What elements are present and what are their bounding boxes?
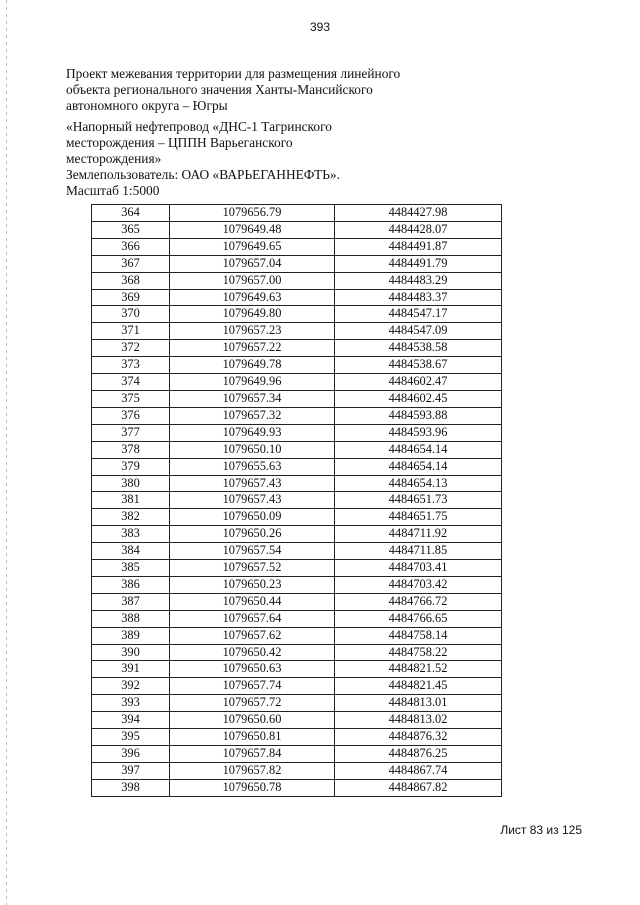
y-coordinate-cell: 4484766.72 xyxy=(335,593,502,610)
table-row xyxy=(92,712,502,729)
point-number-cell: 367 xyxy=(92,255,170,272)
y-coordinate-cell: 4484654.14 xyxy=(335,441,502,458)
point-number-cell: 375 xyxy=(92,390,170,407)
y-coordinate-cell: 4484813.01 xyxy=(335,695,502,712)
y-coordinate-cell: 4484538.67 xyxy=(335,357,502,374)
header-line: месторождения – ЦППН Варьеганского xyxy=(66,134,293,150)
table-row xyxy=(92,644,502,661)
point-number-cell: 370 xyxy=(92,306,170,323)
header-line: объекта регионального значения Ханты-Мансийского xyxy=(66,82,373,98)
table-row xyxy=(92,576,502,593)
point-number-cell: 380 xyxy=(92,475,170,492)
coordinates-table xyxy=(91,204,502,797)
point-number-cell: 394 xyxy=(92,712,170,729)
x-coordinate-cell: 1079657.00 xyxy=(170,272,335,289)
table-row xyxy=(92,357,502,374)
y-coordinate-cell: 4484766.65 xyxy=(335,610,502,627)
table-row xyxy=(92,441,502,458)
y-coordinate-cell: 4484651.75 xyxy=(335,509,502,526)
point-number-cell: 392 xyxy=(92,678,170,695)
point-number-cell: 382 xyxy=(92,509,170,526)
point-number-cell: 366 xyxy=(92,238,170,255)
point-number-cell: 391 xyxy=(92,661,170,678)
x-coordinate-cell: 1079650.81 xyxy=(170,729,335,746)
x-coordinate-cell: 1079657.82 xyxy=(170,762,335,779)
sheet-label: Лист 83 из 125 xyxy=(500,823,582,837)
x-coordinate-cell: 1079657.62 xyxy=(170,627,335,644)
y-coordinate-cell: 4484876.25 xyxy=(335,746,502,763)
x-coordinate-cell: 1079649.80 xyxy=(170,306,335,323)
table-row xyxy=(92,390,502,407)
y-coordinate-cell: 4484547.17 xyxy=(335,306,502,323)
point-number-cell: 381 xyxy=(92,492,170,509)
table-row xyxy=(92,340,502,357)
x-coordinate-cell: 1079657.22 xyxy=(170,340,335,357)
point-number-cell: 372 xyxy=(92,340,170,357)
x-coordinate-cell: 1079657.23 xyxy=(170,323,335,340)
point-number-cell: 386 xyxy=(92,576,170,593)
point-number-cell: 368 xyxy=(92,272,170,289)
x-coordinate-cell: 1079649.48 xyxy=(170,221,335,238)
coordinates-table-body xyxy=(92,205,502,797)
y-coordinate-cell: 4484651.73 xyxy=(335,492,502,509)
table-row xyxy=(92,593,502,610)
x-coordinate-cell: 1079649.65 xyxy=(170,238,335,255)
table-row xyxy=(92,695,502,712)
header-line: Масштаб 1:5000 xyxy=(66,183,160,199)
x-coordinate-cell: 1079649.96 xyxy=(170,374,335,391)
table-row xyxy=(92,272,502,289)
header-line: Землепользователь: ОАО «ВАРЬЕГАННЕФТЬ». xyxy=(66,167,340,183)
point-number-cell: 385 xyxy=(92,560,170,577)
point-number-cell: 396 xyxy=(92,746,170,763)
table-row xyxy=(92,255,502,272)
point-number-cell: 364 xyxy=(92,205,170,222)
table-row xyxy=(92,323,502,340)
y-coordinate-cell: 4484428.07 xyxy=(335,221,502,238)
table-row xyxy=(92,238,502,255)
x-coordinate-cell: 1079650.63 xyxy=(170,661,335,678)
table-row xyxy=(92,729,502,746)
table-row xyxy=(92,779,502,796)
table-row xyxy=(92,374,502,391)
y-coordinate-cell: 4484593.88 xyxy=(335,407,502,424)
point-number-cell: 389 xyxy=(92,627,170,644)
x-coordinate-cell: 1079650.78 xyxy=(170,779,335,796)
x-coordinate-cell: 1079657.72 xyxy=(170,695,335,712)
y-coordinate-cell: 4484821.52 xyxy=(335,661,502,678)
y-coordinate-cell: 4484654.14 xyxy=(335,458,502,475)
y-coordinate-cell: 4484654.13 xyxy=(335,475,502,492)
point-number-cell: 398 xyxy=(92,779,170,796)
x-coordinate-cell: 1079656.79 xyxy=(170,205,335,222)
table-row xyxy=(92,407,502,424)
table-row xyxy=(92,289,502,306)
x-coordinate-cell: 1079657.74 xyxy=(170,678,335,695)
point-number-cell: 376 xyxy=(92,407,170,424)
table-row xyxy=(92,458,502,475)
scan-edge-line xyxy=(6,0,7,905)
table-row xyxy=(92,509,502,526)
y-coordinate-cell: 4484491.79 xyxy=(335,255,502,272)
x-coordinate-cell: 1079650.26 xyxy=(170,526,335,543)
point-number-cell: 390 xyxy=(92,644,170,661)
point-number-cell: 378 xyxy=(92,441,170,458)
point-number-cell: 365 xyxy=(92,221,170,238)
point-number-cell: 369 xyxy=(92,289,170,306)
point-number-cell: 379 xyxy=(92,458,170,475)
table-row xyxy=(92,424,502,441)
x-coordinate-cell: 1079657.43 xyxy=(170,475,335,492)
y-coordinate-cell: 4484703.42 xyxy=(335,576,502,593)
y-coordinate-cell: 4484867.82 xyxy=(335,779,502,796)
point-number-cell: 384 xyxy=(92,543,170,560)
x-coordinate-cell: 1079650.42 xyxy=(170,644,335,661)
table-row xyxy=(92,543,502,560)
table-row xyxy=(92,560,502,577)
x-coordinate-cell: 1079650.60 xyxy=(170,712,335,729)
x-coordinate-cell: 1079649.93 xyxy=(170,424,335,441)
table-row xyxy=(92,627,502,644)
y-coordinate-cell: 4484703.41 xyxy=(335,560,502,577)
point-number-cell: 387 xyxy=(92,593,170,610)
table-row xyxy=(92,661,502,678)
y-coordinate-cell: 4484483.29 xyxy=(335,272,502,289)
point-number-cell: 374 xyxy=(92,374,170,391)
y-coordinate-cell: 4484547.09 xyxy=(335,323,502,340)
y-coordinate-cell: 4484538.58 xyxy=(335,340,502,357)
y-coordinate-cell: 4484758.22 xyxy=(335,644,502,661)
point-number-cell: 373 xyxy=(92,357,170,374)
header-line: месторождения» xyxy=(66,151,162,167)
table-row xyxy=(92,746,502,763)
x-coordinate-cell: 1079649.63 xyxy=(170,289,335,306)
table-row xyxy=(92,762,502,779)
header-line: «Напорный нефтепровод «ДНС-1 Тагринского xyxy=(66,118,332,134)
table-row xyxy=(92,678,502,695)
point-number-cell: 393 xyxy=(92,695,170,712)
y-coordinate-cell: 4484821.45 xyxy=(335,678,502,695)
y-coordinate-cell: 4484602.47 xyxy=(335,374,502,391)
point-number-cell: 397 xyxy=(92,762,170,779)
x-coordinate-cell: 1079657.04 xyxy=(170,255,335,272)
y-coordinate-cell: 4484711.92 xyxy=(335,526,502,543)
y-coordinate-cell: 4484758.14 xyxy=(335,627,502,644)
x-coordinate-cell: 1079657.64 xyxy=(170,610,335,627)
x-coordinate-cell: 1079650.10 xyxy=(170,441,335,458)
table-row xyxy=(92,221,502,238)
y-coordinate-cell: 4484867.74 xyxy=(335,762,502,779)
point-number-cell: 377 xyxy=(92,424,170,441)
y-coordinate-cell: 4484876.32 xyxy=(335,729,502,746)
x-coordinate-cell: 1079657.34 xyxy=(170,390,335,407)
document-header xyxy=(66,66,426,200)
y-coordinate-cell: 4484711.85 xyxy=(335,543,502,560)
page-number: 393 xyxy=(309,20,331,34)
x-coordinate-cell: 1079657.52 xyxy=(170,560,335,577)
y-coordinate-cell: 4484593.96 xyxy=(335,424,502,441)
header-line: Проект межевания территории для размещения линейного xyxy=(66,66,401,81)
point-number-cell: 371 xyxy=(92,323,170,340)
x-coordinate-cell: 1079657.84 xyxy=(170,746,335,763)
x-coordinate-cell: 1079657.32 xyxy=(170,407,335,424)
point-number-cell: 395 xyxy=(92,729,170,746)
header-line: автономного округа – Югры xyxy=(66,98,228,114)
table-row xyxy=(92,610,502,627)
y-coordinate-cell: 4484491.87 xyxy=(335,238,502,255)
x-coordinate-cell: 1079650.09 xyxy=(170,509,335,526)
point-number-cell: 383 xyxy=(92,526,170,543)
y-coordinate-cell: 4484427.98 xyxy=(335,205,502,222)
x-coordinate-cell: 1079649.78 xyxy=(170,357,335,374)
x-coordinate-cell: 1079657.43 xyxy=(170,492,335,509)
x-coordinate-cell: 1079655.63 xyxy=(170,458,335,475)
point-number-cell: 388 xyxy=(92,610,170,627)
table-row xyxy=(92,205,502,222)
y-coordinate-cell: 4484483.37 xyxy=(335,289,502,306)
x-coordinate-cell: 1079650.23 xyxy=(170,576,335,593)
table-row xyxy=(92,306,502,323)
x-coordinate-cell: 1079657.54 xyxy=(170,543,335,560)
table-row xyxy=(92,492,502,509)
table-row xyxy=(92,475,502,492)
y-coordinate-cell: 4484813.02 xyxy=(335,712,502,729)
x-coordinate-cell: 1079650.44 xyxy=(170,593,335,610)
y-coordinate-cell: 4484602.45 xyxy=(335,390,502,407)
table-row xyxy=(92,526,502,543)
